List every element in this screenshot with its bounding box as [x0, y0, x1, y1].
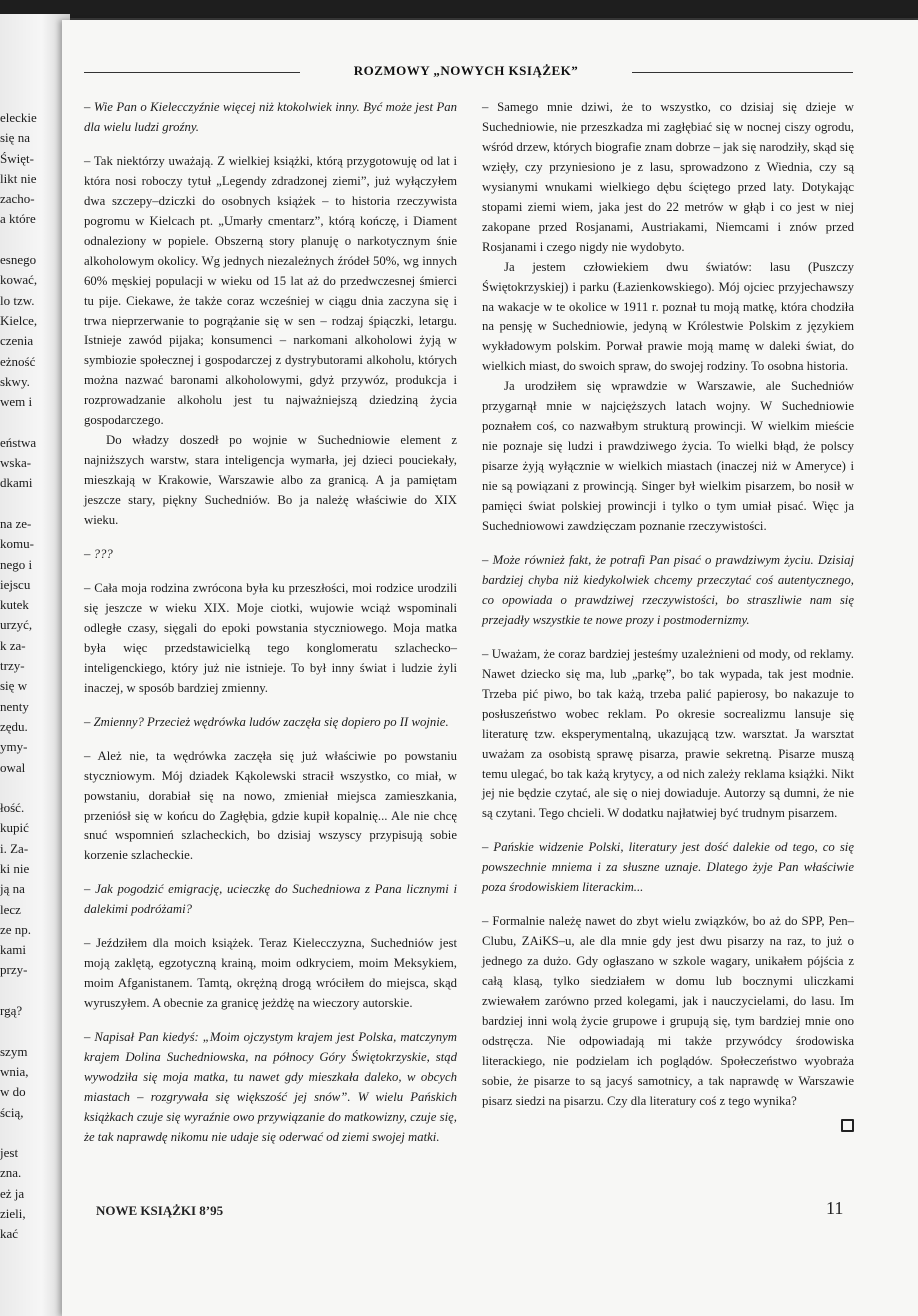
- margin-fragment: zacho-: [0, 191, 35, 207]
- answer-paragraph: – Samego mnie dziwi, że to wszystko, co dzisiaj się dzieje w Suchedniowie, nie przeszkadza mi zagłębiać się w nocnej ciszy ogrodu, wśród drzew, których biografie znam dobrze – jak się narodziły, skąd się wzięły, czy przyniesiono je z lasu, sprowadzono z Wiednia, czy są wysianymi wnukami wielkiego dębu ściętego przed laty. Dotykając stopami ziemi wiem, jaka jest do 22 metrów w głąb i co jest w niej zakopane przed Rosjanami, Austriakami, Niemcami i znów przed Rosjanami i czego nigdy nie wydobyto.: [482, 100, 854, 254]
- top-dark-band: [0, 0, 918, 18]
- margin-fragment: szym: [0, 1043, 28, 1059]
- margin-fragment: nego i: [0, 556, 33, 572]
- margin-fragment: [0, 1021, 60, 1041]
- margin-fragment: skwy.: [0, 373, 30, 389]
- margin-fragment: ścią,: [0, 1104, 24, 1120]
- answer-paragraph: – Jeździłem dla moich książek. Teraz Kielecczyzna, Suchedniów jest moją zaklętą, egzotyczną krainą, moim odkryciem, moim Meksykiem, moim Afganistanem. Tamtą, okrężną drogą wróciłem do miejsca, skąd wyruszyłem. A obecnie za granicę jeżdżę na wieczory autorskie.: [84, 936, 457, 1011]
- interviewer-question: – Może również fakt, że potrafi Pan pisać o prawdziwym życiu. Dzisiaj bardziej chyba niż kiedykolwiek chcemy przeczytać coś autentycznego, co opowiada o prawdziwej rzeczywistości, bo straszliwie nam się przejadły wszystkie te nowe prozy i postmodernizmy.: [482, 552, 854, 627]
- margin-fragment: eleckie: [0, 110, 37, 125]
- margin-fragment: czenia: [0, 333, 34, 349]
- margin-fragment: zna.: [0, 1165, 22, 1181]
- margin-fragment: k za-: [0, 637, 26, 653]
- margin-fragment: urzyć,: [0, 617, 33, 633]
- margin-fragment: wnia,: [0, 1063, 29, 1079]
- margin-fragment: wem i: [0, 394, 33, 410]
- margin-fragment: ze np.: [0, 921, 32, 937]
- margin-fragment: nenty: [0, 698, 29, 714]
- margin-fragment: rgą?: [0, 1003, 23, 1019]
- end-of-article-icon: [841, 1119, 854, 1132]
- interviewer-question: – Wie Pan o Kielecczyźnie więcej niż ktokolwiek inny. Być może jest Pan dla wielu ludzi groźny.: [84, 100, 457, 134]
- margin-fragment: iejscu: [0, 576, 31, 592]
- end-mark-wrapper: [482, 1118, 854, 1138]
- answer-paragraph: – Cała moja rodzina zwrócona była ku przeszłości, moi rodzice urodzili się jeszcze w wieku XIX. Moje ciotki, wujowie wciąż wspominali odległe czasy, sięgali do epoki powstania styczniowego. Moja matka była więc przedstawicielką tego konglomeratu szlachecko–inteligenckiego, który już nie istnieje. To był inny świat i ludzie żyli inaczej, w sposób bardziej zmienny.: [84, 580, 457, 695]
- column-right: [482, 98, 854, 1138]
- answer-paragraph: – Uważam, że coraz bardziej jesteśmy uzależnieni od mody, od reklamy. Nawet dziecko się ma, lub „parkę”, bo tak wypada, tak jest modnie. Trzeba pić piwo, bo tak każą, trzeba palić papierosy, bo nakazuje to posłuszeństwo wobec reklam. Po okresie socrealizmu lansuje się literaturę tzw. eksperymentalną, ukazującą tzw. warsztat. Ja warsztat uważam za osobistą sprawę pisarza, prawie sekretną. Pisarze muszą temu ulegać, bo tak każą krytycy, a od nich zależy reklama książki. Nikt jej nie będzie czytać, ale się o niej dowiaduje. Autorzy są dumni, że nie są czytani. Tego chcieli. W dodatku najłatwiej być trudnym pisarzem.: [482, 646, 854, 821]
- margin-fragment: kami: [0, 942, 26, 958]
- margin-fragment: kać: [0, 1226, 19, 1242]
- page-number: 11: [826, 1198, 844, 1218]
- margin-fragment: likt nie: [0, 170, 37, 186]
- margin-fragment: wska-: [0, 455, 32, 471]
- margin-fragment: lo tzw.: [0, 292, 35, 308]
- interviewer-question: – Pańskie widzenie Polski, literatury jest dość dalekie od tego, co się powszechnie mniema i za słuszne uznaje. Dlatego żyje Pan właściwie poza środowiskiem literackim...: [482, 840, 854, 895]
- answer-paragraph: Do władzy doszedł po wojnie w Suchedniowie element z najniższych warstw, stara inteligencja wymarła, jej dzieci pouciekały, mieszkają w Krakowie, Warszawie albo za granicą. A ja pamiętam jeszcze stary, piękny Suchedniów. Bo ja należę właściwie do XIX wieku.: [84, 433, 457, 528]
- interviewer-question: – Napisał Pan kiedyś: „Moim ojczystym krajem jest Polska, matczynym krajem Dolina Suchedniowska, na północy Góry Świętokrzyskie, stąd wywodziła się moja matka, tu nawet gdy mieszkała daleko, w obcych miastach – rozgrywała się większość jej snów”. W wielu Pańskich książkach czuje się wyraźnie owo przywiązanie do matkowizny, czuje się, że tak naprawdę nikomu nie udaje się oderwać od ziemi swojej matki.: [84, 1030, 457, 1144]
- margin-fragment: owal: [0, 759, 26, 775]
- margin-fragment: [0, 778, 60, 798]
- column-left: [84, 98, 457, 1148]
- answer-paragraph: Ja jestem człowiekiem dwu światów: lasu (Puszczy Świętokrzyskiej) i parku (Łazienkowskiego). Mój ojciec przyjechawszy na wakacje w te okolice w 1911 r. poznał tu moją matkę, która chodziła na pensję w Suchedniowie, jedyną w Królestwie Polskim z językiem wykładowym polskim. Porwał prawie moją mamę w daleki świat, do wielkich miast, do swoich spraw, do swojej rodziny. To osobna historia.: [482, 259, 854, 374]
- margin-fragment: [0, 494, 60, 514]
- margin-fragment: [0, 1123, 60, 1143]
- running-header: ROZMOWY „NOWYCH KSIĄŻEK”: [300, 63, 632, 79]
- margin-fragment: kować,: [0, 272, 38, 288]
- margin-fragment: i. Za-: [0, 840, 29, 856]
- margin-fragment: ymy-: [0, 739, 28, 755]
- margin-fragment: [0, 230, 60, 250]
- margin-fragment: ją na: [0, 881, 25, 897]
- margin-fragment: eżność: [0, 353, 36, 369]
- answer-paragraph: – Formalnie należę nawet do zbyt wielu związków, bo aż do SPP, Pen–Clubu, ZAiKS–u, ale dla mnie gdy jest dwu pisarzy na raz, to już o jednego za dużo. Gdy ogłaszano w szkole wagary, unikałem pójścia z całą klasą, tylko siedziałem w domu lub bocznymi uliczkami zwiewałem zarówno przed kolegami, jak i nauczycielami, do lasu. Im bardziej inni wolą życie grupowe i grupują się, tym bardziej mnie ono odstręcza. Nie odpowiadają mi także przywódcy środowiska literackiego, nie podzielam ich poglądów. Społeczeństwo wyobraża sobie, że pisarze to są jacyś samotnicy, a tak naprawdę w Warszawie pisarz siedzi na pisarzu. Czy dla literatury coś z tego wynika?: [482, 914, 854, 1108]
- margin-fragment: zędu.: [0, 718, 28, 734]
- margin-fragment: Kielce,: [0, 312, 38, 328]
- margin-fragment: a które: [0, 211, 36, 227]
- interviewer-question: – Jak pogodzić emigrację, ucieczkę do Suchedniowa z Pana licznymi i dalekimi podróżami?: [84, 882, 457, 917]
- margin-fragment: kupić: [0, 820, 29, 836]
- margin-fragment: esnego: [0, 252, 37, 268]
- footer-journal-title: NOWE KSIĄŻKI 8’95: [96, 1203, 224, 1218]
- margin-fragment: na ze-: [0, 515, 32, 531]
- interviewer-question: – Zmienny? Przecież wędrówka ludów zaczęła się dopiero po II wojnie.: [84, 714, 449, 729]
- margin-fragment: eństwa: [0, 434, 37, 450]
- margin-fragment: w do: [0, 1084, 26, 1100]
- margin-fragment: dkami: [0, 475, 33, 491]
- margin-fragment: się na: [0, 130, 30, 146]
- margin-fragment: łość.: [0, 800, 25, 816]
- margin-fragment: eż ja: [0, 1185, 25, 1201]
- answer-paragraph: Ja urodziłem się wprawdzie w Warszawie, ale Suchedniów przygarnął mnie w najcięższych latach wojny. W Suchedniowie poznałem coś, co nazwałbym strukturą prowincji. W wielkim mieście nie poznaje się ludzi i prawdziwego życia. To wielki błąd, że polscy pisarze żyją wyłącznie w wielkich miastach (inaczej niż w Ameryce) i nie są powiązani z prowincją. Singer był wielkim pisarzem, bo nosił w pamięci świat polskiej prowincji i tylko o tym umiał pisać. Więc ja Suchedniowowi zawdzięczam poznanie rzeczywistości.: [482, 379, 854, 534]
- margin-fragment: lecz: [0, 901, 21, 917]
- margin-fragment: [0, 412, 60, 432]
- margin-fragment: się w: [0, 678, 28, 694]
- margin-fragment: zieli,: [0, 1206, 26, 1222]
- margin-fragment: przy-: [0, 962, 28, 978]
- answer-paragraph: – Tak niektórzy uważają. Z wielkiej książki, którą przygotowuję od lat i która nosi roboczy tytuł „Legendy zdradzonej ziemi”, już wyłączyłem dwa szczepy–dziczki do osobnych książek – to historia rzeczywista pogromu w Kielcach pt. „Umarły cmentarz”, którą kończę, i Diament odnaleziony w popiele. Obszerną story planuję o narkotycznym śnie alkoholowym okolicy. Wg jednych niezależnych źródeł 50%, wg innych 60% męskiej populacji w wieku od 15 lat aż do przedwczesnej śmierci tu pije. Ciekawe, że także coraz wcześniej w ciągu dnia zaczyna się i trwa nieprzerwanie to pogrążanie się w sen – rodzaj śpiączki, letargu. Istnieje zawód pijaka; konsumenci – narkomani alkoholowi żyją w symbiozie społecznej i gospodarczej z dystrybutorami alkoholu, których można nazwać baronami alkoholowymi, gdyż przywóz, produkcja i rozprowadzanie alkoholu jest tu najważniejszą dziedziną życia gospodarczego.: [84, 153, 457, 428]
- answer-paragraph: – Ależ nie, ta wędrówka zaczęła się już właściwie po powstaniu styczniowym. Mój dziadek Kąkolewski stracił wszystko, co miał, w powstaniu, dorabiał się na nowo, zmieniał miejsca zamieszkania, przeniósł się w końcu do Zagłębia, gdzie kupił kopalnię... Ale nie chcę snuć wspomnień szlacheckich, bo dzisiaj wszyscy przypisują sobie korzenie szlacheckie.: [84, 748, 457, 863]
- previous-page-margin-text: [0, 108, 60, 1245]
- margin-fragment: kutek: [0, 597, 29, 613]
- margin-fragment: Święt-: [0, 150, 34, 166]
- margin-fragment: ki nie: [0, 860, 30, 876]
- margin-fragment: komu-: [0, 536, 34, 552]
- margin-fragment: trzy-: [0, 658, 25, 674]
- interviewer-question: – ???: [84, 547, 113, 562]
- margin-fragment: [0, 981, 60, 1001]
- margin-fragment: jest: [0, 1145, 19, 1161]
